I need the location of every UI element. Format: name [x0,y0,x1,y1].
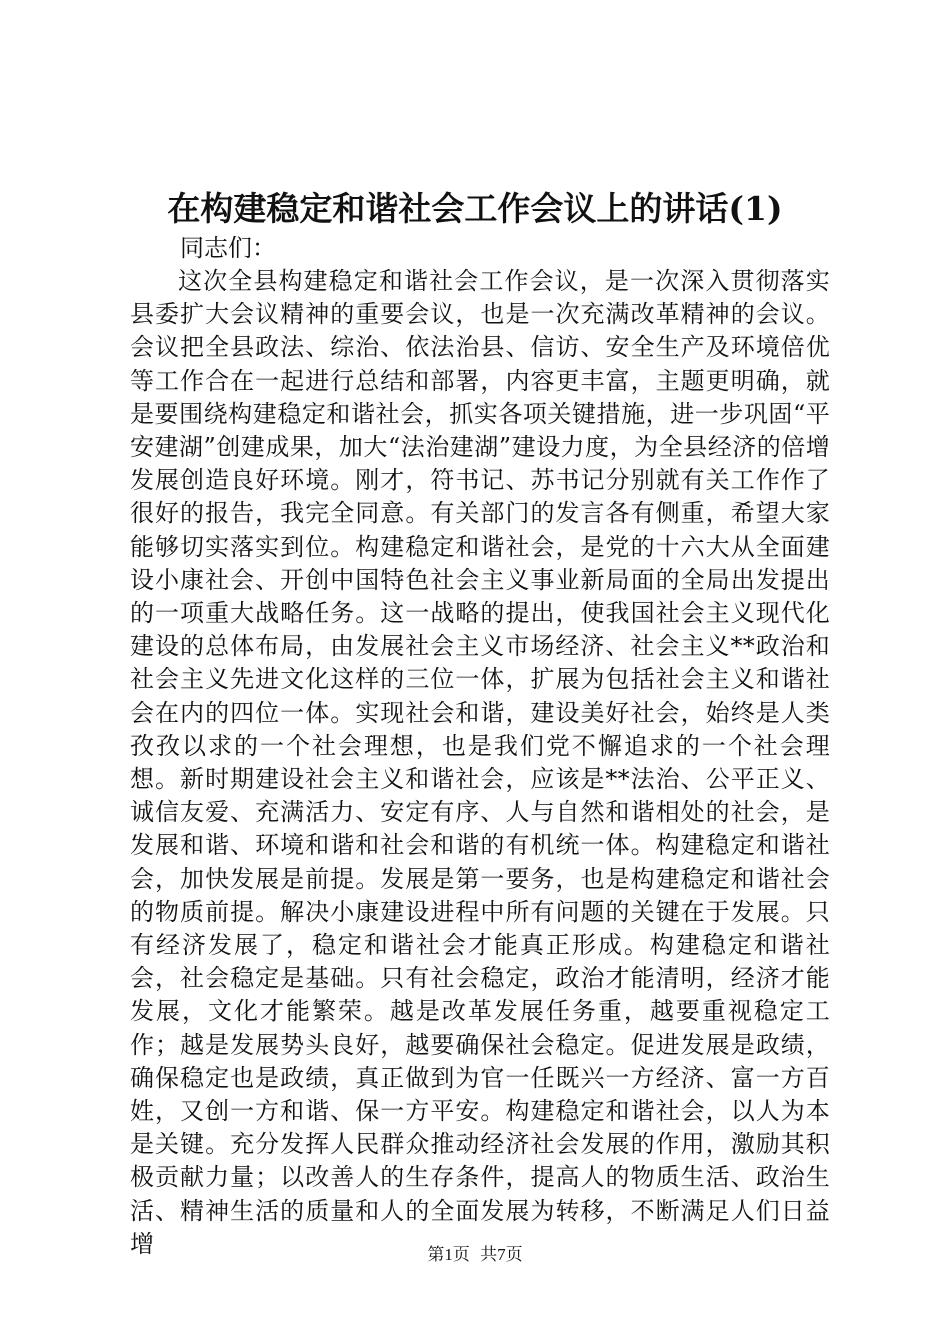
greeting-text: 同志们： [180,234,276,262]
document-title: 在构建稳定和谐社会工作会议上的讲话(1) [167,189,783,228]
page-indicator: 第1页 共7页 [427,1245,523,1264]
body-paragraph: 这次全县构建稳定和谐社会工作会议，是一次深入贯彻落实县委扩大会议精神的重要会议，也是一次充满改革精神的会议。会议把全县政法、综治、依法治县、信访、安全生产及环境倍优等工作合在一起进行总结和部署，内容更丰富，主题更明确，就是要围绕构建稳定和谐社会，抓实各项关键措施，进一步巩固“平安建湖”创建成果，加大“法治建湖”建设力度，为全县经济的倍增发展创造良好环境。刚才，符书记、苏书记分别就有关工作作了很好的报告，我完全同意。有关部门的发言各有侧重，希望大家能够切实落实到位。构建稳定和谐社会，是党的十六大从全面建设小康社会、开创中国特色社会主义事业新局面的全局出发提出的一项重大战略任务。这一战略的提出，使我国社会主义现代化建设的总体布局，由发展社会主义市场经济、社会主义**政治和社会主义先进文化这样的三位一体，扩展为包括社会主义和谐社会在内的四位一体。实现社会和谐，建设美好社会，始终是人类孜孜以求的一个社会理想，也是我们党不懈追求的一个社会理想。新时期建设社会主义和谐社会，应该是**法治、公平正义、诚信友爱、充满活力、安定有序、人与自然和谐相处的社会，是发展和谐、环境和谐和社会和谐的有机统一体。构建稳定和谐社会，加快发展是前提。发展是第一要务，也是构建稳定和谐社会的物质前提。解决小康建设进程中所有问题的关键在于发展。只有经济发展了，稳定和谐社会才能真正形成。构建稳定和谐社会，社会稳定是基础。只有社会稳定，政治才能清明，经济才能发展，文化才能繁荣。越是改革发展任务重，越要重视稳定工作；越是发展势头良好，越要确保社会稳定。促进发展是政绩，确保稳定也是政绩，真正做到为官一任既兴一方经济、富一方百姓，又创一方和谐、保一方平安。构建稳定和谐社会，以人为本是关键。充分发挥人民群众推动经济社会发展的作用，激励其积极贡献力量；以改善人的生存条件，提高人的物质生活、政治生活、精神生活的质量和人的全面发展为转移，不断满足人们日益增 [130,267,830,1258]
